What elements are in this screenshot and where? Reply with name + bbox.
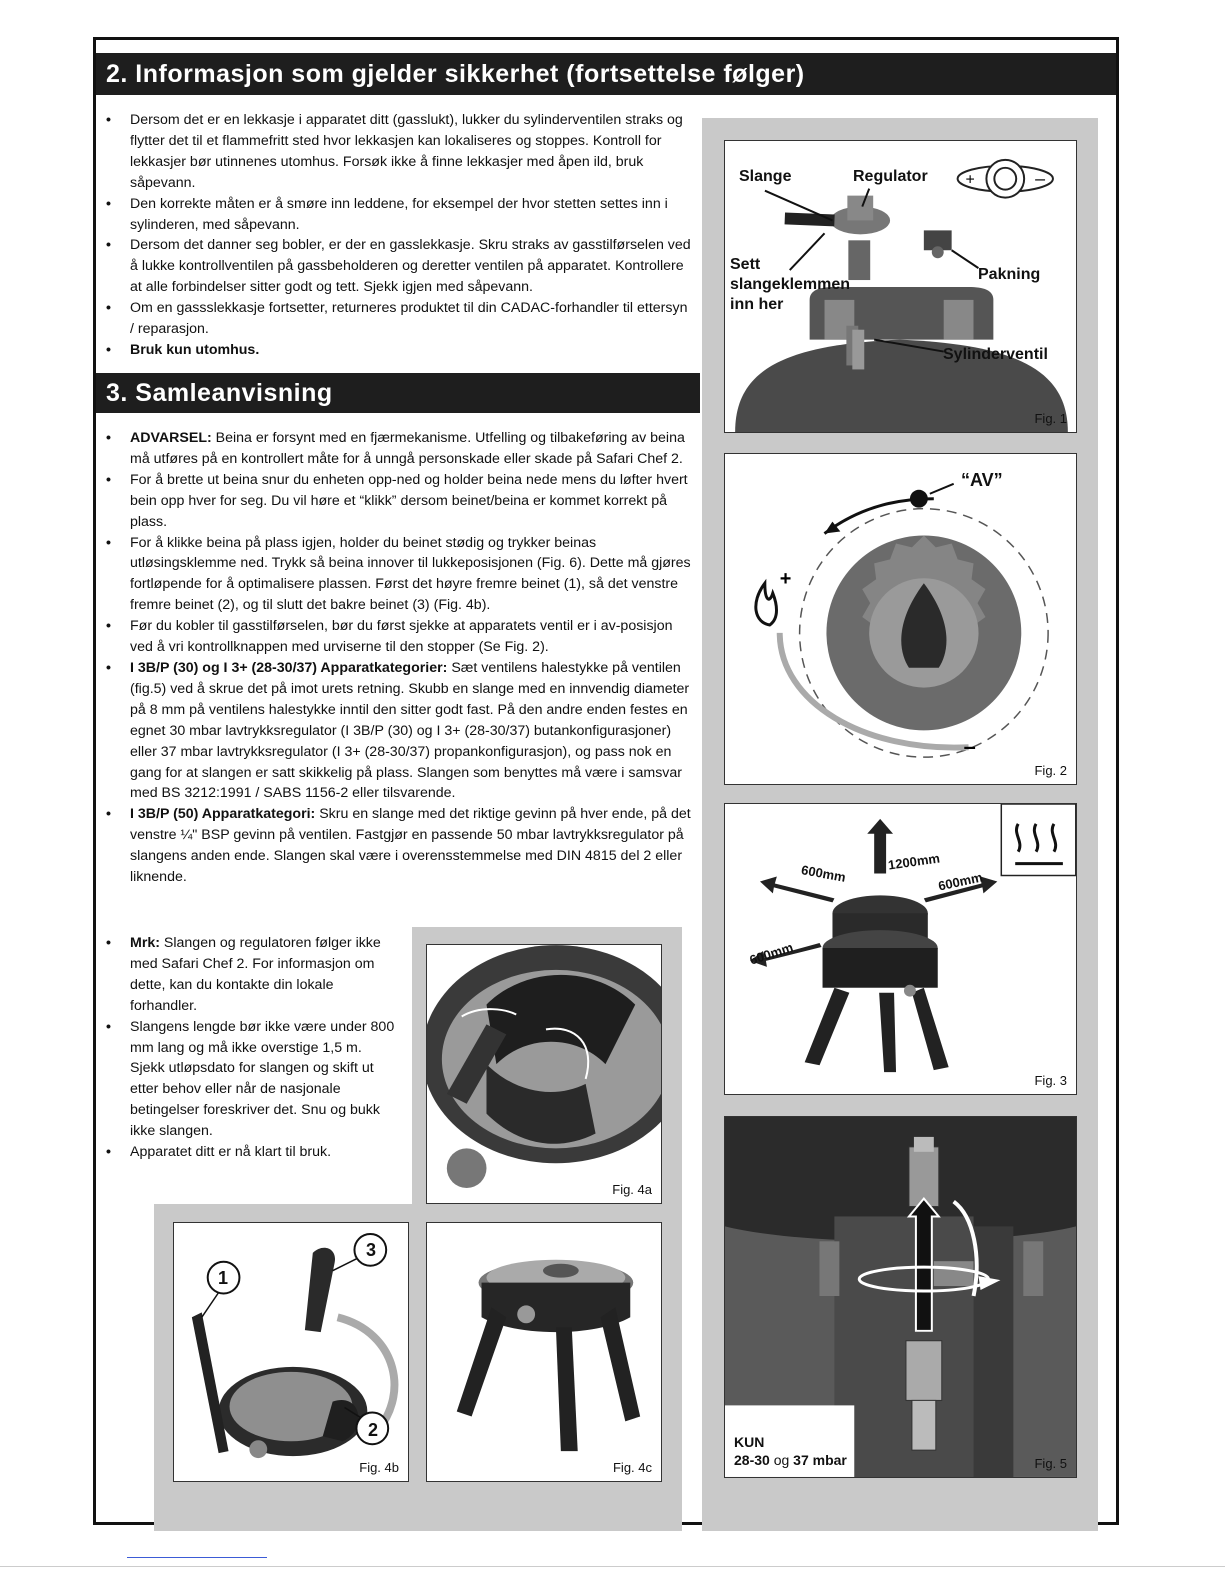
list-item: • Apparatet ditt er nå klart til bruk. bbox=[100, 1142, 400, 1163]
label-slange: Slange bbox=[739, 168, 792, 185]
figure-5 bbox=[724, 1116, 1077, 1478]
figure-4c bbox=[426, 1222, 662, 1482]
valve-tailpiece-illustration bbox=[725, 1117, 1076, 1477]
section-3-heading: 3. Samleanvisning bbox=[96, 373, 700, 413]
figure-4b bbox=[173, 1222, 409, 1482]
list-item: • ADVARSEL: Beina er forsynt med en fjærmekanisme. Utfelling og tilbakeføring av beina må utføres på en kontrollert måte for å unngå personskade eller skade på Safari Chef 2. bbox=[100, 428, 695, 470]
svg-text:–: – bbox=[1035, 168, 1046, 189]
list-item: • Mrk: Slangen og regulatoren følger ikke med Safari Chef 2. For informasjon om dette, kan du kontakte din lokale forhandler. bbox=[100, 933, 400, 1017]
list-item: • Bruk kun utomhus. bbox=[100, 340, 695, 361]
section-3-text-narrow bbox=[100, 933, 400, 1163]
label-600-left: 600mm bbox=[800, 862, 847, 885]
figure-3 bbox=[724, 803, 1077, 1095]
list-item: • I 3B/P (50) Apparatkategori: Skru en slange med det riktige gevinn på hver ende, på det venstre ¼" BSP gevinn på ventilen. Fastgjør en passende 50 mbar lavtrykksregulator på slangens anden ende. Slangen skal være i overensstemmelse med DIN 4815 del 2 eller liknende. bbox=[100, 804, 695, 888]
list-item: • For å klikke beina på plass igjen, holder du beinet stødig og trykker beinas utløsingsklemme ned. Trykk så beina innover til lukkeposisjonen (Fig. 6). Dette må gjøres fortløpende for å optimalisere plassen. Først det høyre fremre beinet (1), så det venstre fremre beinet (2), og til slutt det bakre beinet (3) (Fig. 4b). bbox=[100, 533, 695, 617]
section-2-heading: 2. Informasjon som gjelder sikkerhet (fortsettelse følger) bbox=[96, 53, 1116, 95]
kun-text: KUN bbox=[734, 1434, 765, 1450]
list-item: • Før du kobler til gasstilførselen, bør du først sjekke at apparatets ventil er i av-posisjon ved å vri kontrollknappen med urviserne til den stopper (Se Fig. 2). bbox=[100, 616, 695, 658]
section-3-text bbox=[100, 428, 695, 888]
section-2-text bbox=[100, 110, 695, 361]
kun-label bbox=[734, 1433, 847, 1469]
figure-4a bbox=[426, 944, 662, 1204]
svg-text:+: + bbox=[779, 568, 792, 591]
control-knob-illustration bbox=[725, 454, 1076, 784]
leg-number-1: 1 bbox=[218, 1268, 229, 1288]
folded-legs-illustration bbox=[427, 945, 661, 1203]
figure-caption: Fig. 4a bbox=[612, 1182, 652, 1197]
list-item: • For å brette ut beina snur du enheten opp-ned og holder beina nede mens du løfter hvert bein opp hver for seg. Du vil høre et “klikk” dersom beinet/beina er kommet korrekt på plass. bbox=[100, 470, 695, 533]
list-item: • I 3B/P (30) og I 3+ (28-30/37) Apparatkategorier: Sæt ventilens halestykke på ventilen (fig.5) ved å skrue det på imot urets retning. Skubb en slange med en innvendig diameter på 8 mm på ventilens halestykke inntil den sitter godt fast. På den andre enden festes en egnet 30 mbar lavtrykksregulator (I 3B/P (30) og I 3+ (28-30/37) butankonfigurasjoner) eller 37 mbar lavtrykksregulator (I 3+ (28-30/37) propankonfigurasjon), og pass nok en gang for at slangen er satt skikkelig på plass. Slangen som benyttes må være i samsvar med BS 3212:1991 / SABS 1156-2 eller tilsvarende. bbox=[100, 658, 695, 804]
label-600-back: 600mm bbox=[747, 939, 795, 968]
list-item: • Den korrekte måten er å smøre inn leddene, for eksempel der hvor stetten settes inn i sylinderen, med såpevann. bbox=[100, 194, 695, 236]
footer-link-line bbox=[127, 1557, 267, 1558]
mbar-text: 28-30 og 37 mbar bbox=[734, 1452, 847, 1468]
figure-caption: Fig. 5 bbox=[1034, 1456, 1067, 1471]
svg-text:+: + bbox=[965, 171, 975, 189]
figure-caption: Fig. 3 bbox=[1034, 1073, 1067, 1088]
label-1200: 1200mm bbox=[887, 850, 941, 873]
list-item: • Dersom det er en lekkasje i apparatet ditt (gasslukt), lukker du sylinderventilen straks og flytter det til et flammefritt sted hvor lekkasjen kan lokaliseres og stoppes. Kontroll for lekkasjer bør utinnenes utomhus. Forsøk ikke å finne lekkasjer med åpen ild, bruk såpevann. bbox=[100, 110, 695, 194]
figure-caption: Fig. 1 bbox=[1034, 411, 1067, 426]
label-pakning: Pakning bbox=[978, 266, 1041, 283]
figure-caption: Fig. 4c bbox=[612, 1460, 652, 1475]
list-item: • Dersom det danner seg bobler, er der en gasslekkasje. Skru straks av gasstilførselen ved å lukke kontrollventilen på gassbeholderen og deretter ventilen på apparatet. Kontrollere at alle forbindelser sitter godt og tett. Sjekk igjen med såpevann. bbox=[100, 235, 695, 298]
figure-caption: Fig. 2 bbox=[1034, 763, 1067, 778]
label-sylinderventil: Sylinderventil bbox=[943, 346, 1048, 363]
label-sett-slangeklemmen: Sett slangeklemmen inn her bbox=[730, 256, 851, 313]
figure-1 bbox=[724, 140, 1077, 433]
leg-order-illustration bbox=[174, 1223, 408, 1481]
svg-text:–: – bbox=[963, 734, 976, 760]
label-regulator: Regulator bbox=[853, 168, 928, 185]
leg-number-3: 3 bbox=[366, 1240, 377, 1260]
page-edge-line bbox=[0, 1566, 1225, 1567]
figure-2 bbox=[724, 453, 1077, 785]
label-av: “AV” bbox=[961, 470, 1003, 490]
list-item: • Slangens lengde bør ikke være under 800 mm lang og må ikke overstige 1,5 m. Sjekk utløpsdato for slangen og skift ut etter behov eller når de nasjonale betingelser foreskriver det. Snu og bukk ikke slangen. bbox=[100, 1017, 400, 1142]
figure-caption: Fig. 4b bbox=[359, 1460, 399, 1475]
list-item: • Om en gassslekkasje fortsetter, returneres produktet til din CADAC-forhandler til ettersyn / reparasjon. bbox=[100, 298, 695, 340]
leg-number-2: 2 bbox=[368, 1420, 379, 1440]
unfolded-stand-illustration bbox=[427, 1223, 661, 1481]
label-600-right: 600mm bbox=[936, 869, 984, 894]
